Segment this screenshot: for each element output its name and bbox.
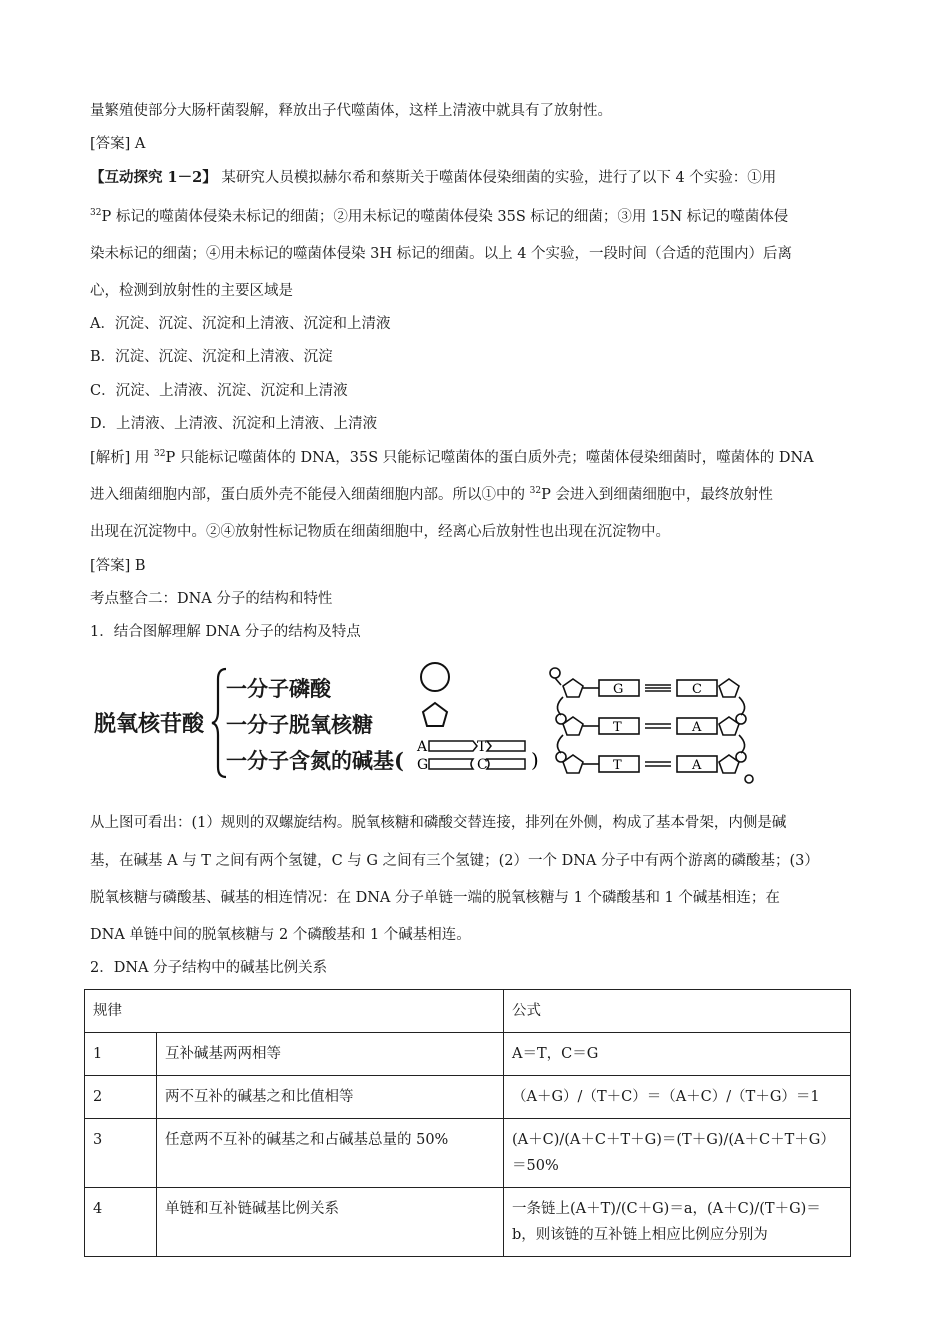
base-label: C [477, 757, 488, 773]
superscript: 32 [529, 486, 542, 497]
component-base: 一分子含氮的碱基( [226, 748, 404, 773]
question-text: 某研究人员模拟赫尔希和蔡斯关于噬菌体侵染细菌的实验，进行了以下 4 个实验：①用 [216, 170, 777, 186]
option-d: D．上清液、上清液、沉淀和上清液、上清液 [90, 416, 378, 432]
question-intro [90, 168, 776, 188]
row-number: 4 [85, 1188, 157, 1257]
explanation-line: 从上图可看出：(1）规则的双螺旋结构。脱氧核糖和磷酸交替连接，排列在外侧，构成了基本骨架，内侧是碱 [90, 815, 787, 831]
analysis-text: 进入细菌细胞内部，蛋白质外壳不能侵入细菌细胞内部。所以①中的 [90, 487, 530, 503]
dna-molecule-graphic [413, 657, 773, 785]
table-row [85, 1076, 851, 1119]
explanation-line: DNA 单链中间的脱氧核糖与 2 个磷酸基和 1 个碱基相连。 [90, 927, 471, 943]
table-header-row [85, 990, 851, 1033]
base-t-shape [487, 741, 525, 751]
superscript: 32 [90, 208, 102, 219]
header-cell: 规律 [85, 990, 504, 1033]
option-a: A．沉淀、沉淀、沉淀和上清液、沉淀和上清液 [90, 316, 391, 332]
dna-ladder [550, 668, 753, 783]
question-heading: 【互动探究 1－2】 [90, 169, 217, 186]
rule-cell: 任意两不互补的碱基之和占碱基总量的 50% [157, 1119, 504, 1188]
option-c: C．沉淀、上清液、沉淀、沉淀和上清液 [90, 383, 348, 399]
question-line: 染未标记的细菌；④用未标记的噬菌体侵染 3H 标记的细菌。以上 4 个实验，一段时间（合适的范围内）后离 [90, 246, 793, 262]
pair-right-label: A [692, 758, 702, 773]
question-line: 心，检测到放射性的主要区域是 [90, 283, 293, 299]
deoxyribose-pentagon-icon [423, 703, 447, 726]
subsection-heading: 1．结合图解理解 DNA 分子的结构及特点 [90, 624, 361, 640]
rule-cell: 互补碱基两两相等 [157, 1033, 504, 1076]
close-paren: ) [531, 748, 539, 772]
table-row [85, 1119, 851, 1188]
formula-cell: (A＋C)/(A＋C＋T＋G)＝(T＋G)/(A＋C＋T＋G）＝50% [504, 1119, 851, 1188]
table-row [85, 1188, 851, 1257]
paragraph: 量繁殖使部分大肠杆菌裂解，释放出子代噬菌体，这样上清液中就具有了放射性。 [90, 103, 612, 119]
phosphate-circle-icon [421, 663, 449, 691]
component-deoxyribose: 一分子脱氧核糖 [226, 712, 373, 737]
pair-left-label: T [613, 758, 622, 773]
subsection-heading: 2．DNA 分子结构中的碱基比例关系 [90, 960, 328, 976]
row-number: 3 [85, 1119, 157, 1188]
rule-cell: 单链和互补链碱基比例关系 [157, 1188, 504, 1257]
dna-structure-diagram [88, 657, 768, 785]
answer-line: [答案] B [90, 558, 146, 574]
analysis-text: P 会进入到细菌细胞中，最终放射性 [541, 487, 773, 503]
formula-cell: A＝T，C＝G [504, 1033, 851, 1076]
base-label: T [477, 739, 487, 755]
question-line [90, 207, 788, 227]
answer-line: [答案] A [90, 136, 146, 152]
question-text: P 标记的噬菌体侵染未标记的细菌；②用未标记的噬菌体侵染 35S 标记的细菌；③用 15N 标记的噬菌体侵 [101, 209, 789, 225]
component-phosphate: 一分子磷酸 [226, 676, 331, 701]
diagram-title: 脱氧核苷酸 [94, 711, 205, 737]
pair-right-label: C [692, 682, 702, 697]
header-cell: 公式 [504, 990, 851, 1033]
pair-left-label: T [613, 720, 622, 735]
base-label: G [417, 757, 429, 773]
rule-cell: 两不互补的碱基之和比值相等 [157, 1076, 504, 1119]
table-row [85, 1033, 851, 1076]
formula-cell: 一条链上(A＋T)/(C＋G)＝a，(A＋C)/(T＋G)＝b，则该链的互补链上相应比例应分别为 [504, 1188, 851, 1257]
base-label: A [417, 739, 428, 755]
analysis-text: P 只能标记噬菌体的 DNA，35S 只能标记噬菌体的蛋白质外壳；噬菌体侵染细菌时，噬菌体的 DNA [165, 450, 814, 466]
option-b: B．沉淀、沉淀、沉淀和上清液、沉淀 [90, 349, 333, 365]
base-c-shape [487, 759, 525, 769]
analysis-line [90, 448, 814, 468]
formula-cell: （A＋G）/（T＋C）＝（A＋C）/（T＋G）＝1 [504, 1076, 851, 1119]
analysis-line [90, 485, 773, 505]
pair-left-label: G [613, 682, 624, 697]
explanation-line: 脱氧核糖与磷酸基、碱基的相连情况：在 DNA 分子单链一端的脱氧核糖与 1 个磷酸基和 1 个碱基相连；在 [90, 890, 780, 906]
pair-right-label: A [692, 720, 702, 735]
explanation-line: 基，在碱基 A 与 T 之间有两个氢键，C 与 G 之间有三个氢键；(2）一个 DNA 分子中有两个游离的磷酸基；(3） [90, 853, 819, 869]
section-heading: 考点整合二：DNA 分子的结构和特性 [90, 591, 333, 607]
superscript: 32 [154, 449, 166, 460]
analysis-line: 出现在沉淀物中。②④放射性标记物质在细菌细胞中，经离心后放射性也出现在沉淀物中。 [90, 524, 670, 540]
analysis-text: [解析] 用 [90, 450, 155, 466]
base-g-shape [429, 759, 473, 769]
base-ratio-table [84, 989, 851, 1257]
base-a-shape [429, 741, 477, 751]
row-number: 2 [85, 1076, 157, 1119]
row-number: 1 [85, 1033, 157, 1076]
